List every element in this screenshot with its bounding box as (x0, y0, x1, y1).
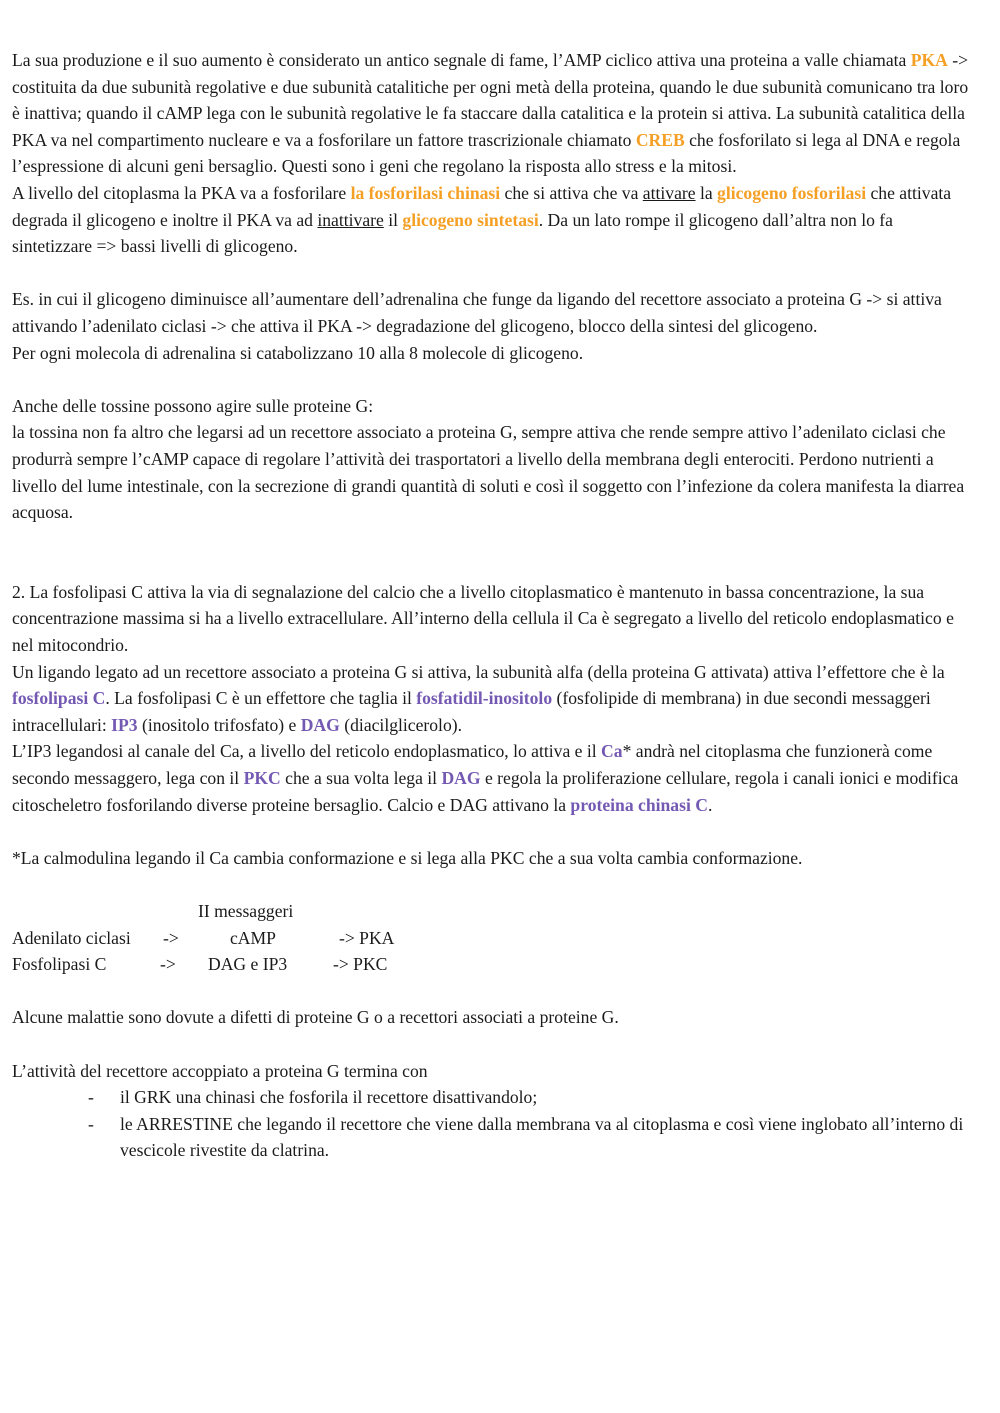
paragraph-tossina: la tossina non fa altro che legarsi ad un recettore associato a proteina G, sempre attiva che rende sempre attivo l’adenilato ciclasi che produrrà sempre l’cAMP capace di regolare l’attività dei trasportatori a livello della membrana degli enterociti. Perdono nutrienti a livello del lume intestinale, con la secrezione di grandi quantità di soluti e così il soggetto con l’infezione da colera manifesta la diarrea acquosa. (12, 422, 965, 523)
termination-list (12, 1084, 974, 1164)
table-cell: cAMP (230, 927, 276, 948)
text: la (695, 182, 718, 203)
paragraph-ip3 (12, 738, 974, 818)
text: (inositolo trifosfato) e (137, 714, 301, 735)
text: A livello del citoplasma la PKA va a fosforilare (12, 182, 351, 203)
text: che si attiva che va (500, 182, 643, 203)
term-proteina-chinasi-c: proteina chinasi C (570, 794, 708, 815)
table-cell: -> PKA (339, 927, 395, 948)
paragraph-fosfolipasi: 2. La fosfolipasi C attiva la via di segnalazione del calcio che a livello citoplasmatico è mantenuto in bassa concentrazione, la sua concentrazione massima si ha a livello extracellulare. All’interno della cellula il Ca è segregato a livello del reticolo endoplasmatico e nel mitocondrio. (12, 581, 954, 656)
text: . La fosfolipasi C è un effettore che taglia il (105, 688, 417, 709)
text: -> costituita da due subunità regolative e due subunità catalitiche per ogni metà della proteina, quando le due subunità comunicano tra loro è inattiva; quando il cAMP lega con le subunità regolative le fa staccare dalla catalitica e la protein si attiva. La subunità catalitica della PKA va nel compartimento nucleare e va a fosforilare un fattore trascrizionale chiamato (12, 50, 969, 150)
paragraph-citoplasma (12, 180, 974, 260)
term-glicogeno-sintetasi: glicogeno sintetasi (402, 209, 539, 230)
text: che fosforilato si lega al DNA e regola l’espressione di alcuni geni bersaglio. Questi sono i geni che regolano la risposta allo stress e la mitosi. (12, 129, 961, 177)
term-dag: DAG (441, 768, 481, 789)
term-glicogeno-fosforilasi: glicogeno fosforilasi (717, 182, 867, 203)
text: * andrà nel citoplasma che funzionerà come secondo messaggero, lega con il (12, 741, 933, 789)
paragraph-calmodulina: *La calmodulina legando il Ca cambia conformazione e si lega alla PKC che a sua volta cambia conformazione. (12, 847, 803, 868)
list-item (12, 1111, 974, 1164)
table-arrow: -> (160, 954, 176, 975)
text: il (383, 209, 403, 230)
text: che a sua volta lega il (280, 768, 442, 789)
term-ip3: IP3 (111, 714, 138, 735)
text: . Da un lato rompe il glicogeno dall’altra non lo fa sintetizzare => bassi livelli di glicogeno. (12, 209, 893, 257)
table-cell: -> PKC (333, 954, 388, 975)
term-pka: PKA (910, 50, 948, 70)
term-pkc: PKC (243, 768, 281, 789)
paragraph-ligando (12, 659, 974, 739)
text: La sua produzione e il suo aumento è considerato un antico segnale di fame, l’AMP ciclico attiva una proteina a valle chiamata (12, 50, 911, 70)
list-dash: - (88, 1087, 94, 1108)
underlined-attivare: attivare (642, 182, 696, 203)
table-cell: Adenilato ciclasi (12, 927, 131, 948)
text: L’IP3 legandosi al canale del Ca, a livello del reticolo endoplasmatico, lo attiva e il (12, 741, 602, 762)
list-dash: - (88, 1113, 94, 1134)
underlined-inattivare: inattivare (317, 209, 384, 230)
list-text: le ARRESTINE che legando il recettore che viene dalla membrana va al citoplasma e così viene inglobato all’interno di vescicole rivestite da clatrina. (120, 1113, 964, 1161)
text: che attivata degrada il glicogeno e inoltre il PKA va ad (12, 182, 952, 230)
text: (diacilglicerolo). (339, 714, 463, 735)
table-cell: DAG e IP3 (208, 954, 288, 975)
term-fosfolipasi-c: fosfolipasi C (12, 688, 106, 709)
paragraph-termina: L’attività del recettore accoppiato a proteina G termina con (12, 1060, 428, 1081)
paragraph-tossine-intro: Anche delle tossine possono agire sulle proteine G: (12, 395, 374, 416)
term-creb: CREB (635, 129, 685, 150)
term-ca: Ca (601, 741, 623, 762)
text: (fosfolipide di membrana) in due secondi messaggeri intracellulari: (12, 688, 931, 735)
table-arrow: -> (163, 927, 179, 948)
paragraph-pka (12, 47, 974, 180)
table-header: II messaggeri (198, 901, 294, 921)
paragraph-esempio: Es. in cui il glicogeno diminuisce all’aumentare dell’adrenalina che funge da ligando del recettore associato a proteina G -> si attiva attivando l’adenilato ciclasi -> che attiva il PKA -> degradazione del glicogeno, blocco della sintesi del glicogeno. (12, 289, 942, 336)
text: . (707, 794, 713, 815)
term-fosfatidil-inositolo: fosfatidil-inositolo (416, 688, 553, 709)
paragraph-malattie: Alcune malattie sono dovute a difetti di proteine G o a recettori associati a proteine G. (12, 1007, 619, 1028)
messenger-table (12, 898, 974, 978)
paragraph-adrenalina: Per ogni molecola di adrenalina si catabolizzano 10 alla 8 molecole di glicogeno. (12, 342, 584, 363)
document-page (12, 47, 974, 1164)
text: e regola la proliferazione cellulare, regola i canali ionici e modifica citoscheletro fosforilando diverse proteine bersaglio. Calcio e DAG attivano la (12, 768, 959, 815)
table-cell: Fosfolipasi C (12, 954, 107, 975)
list-item (12, 1084, 974, 1111)
text: Un ligando legato ad un recettore associato a proteina G si attiva, la subunità alfa (della proteina G attivata) attiva l’effettore che è la (12, 661, 945, 682)
term-fosforilasi-chinasi: la fosforilasi chinasi (350, 182, 501, 203)
term-dag: DAG (300, 714, 340, 735)
list-text: il GRK una chinasi che fosforila il recettore disattivandolo; (120, 1087, 538, 1108)
